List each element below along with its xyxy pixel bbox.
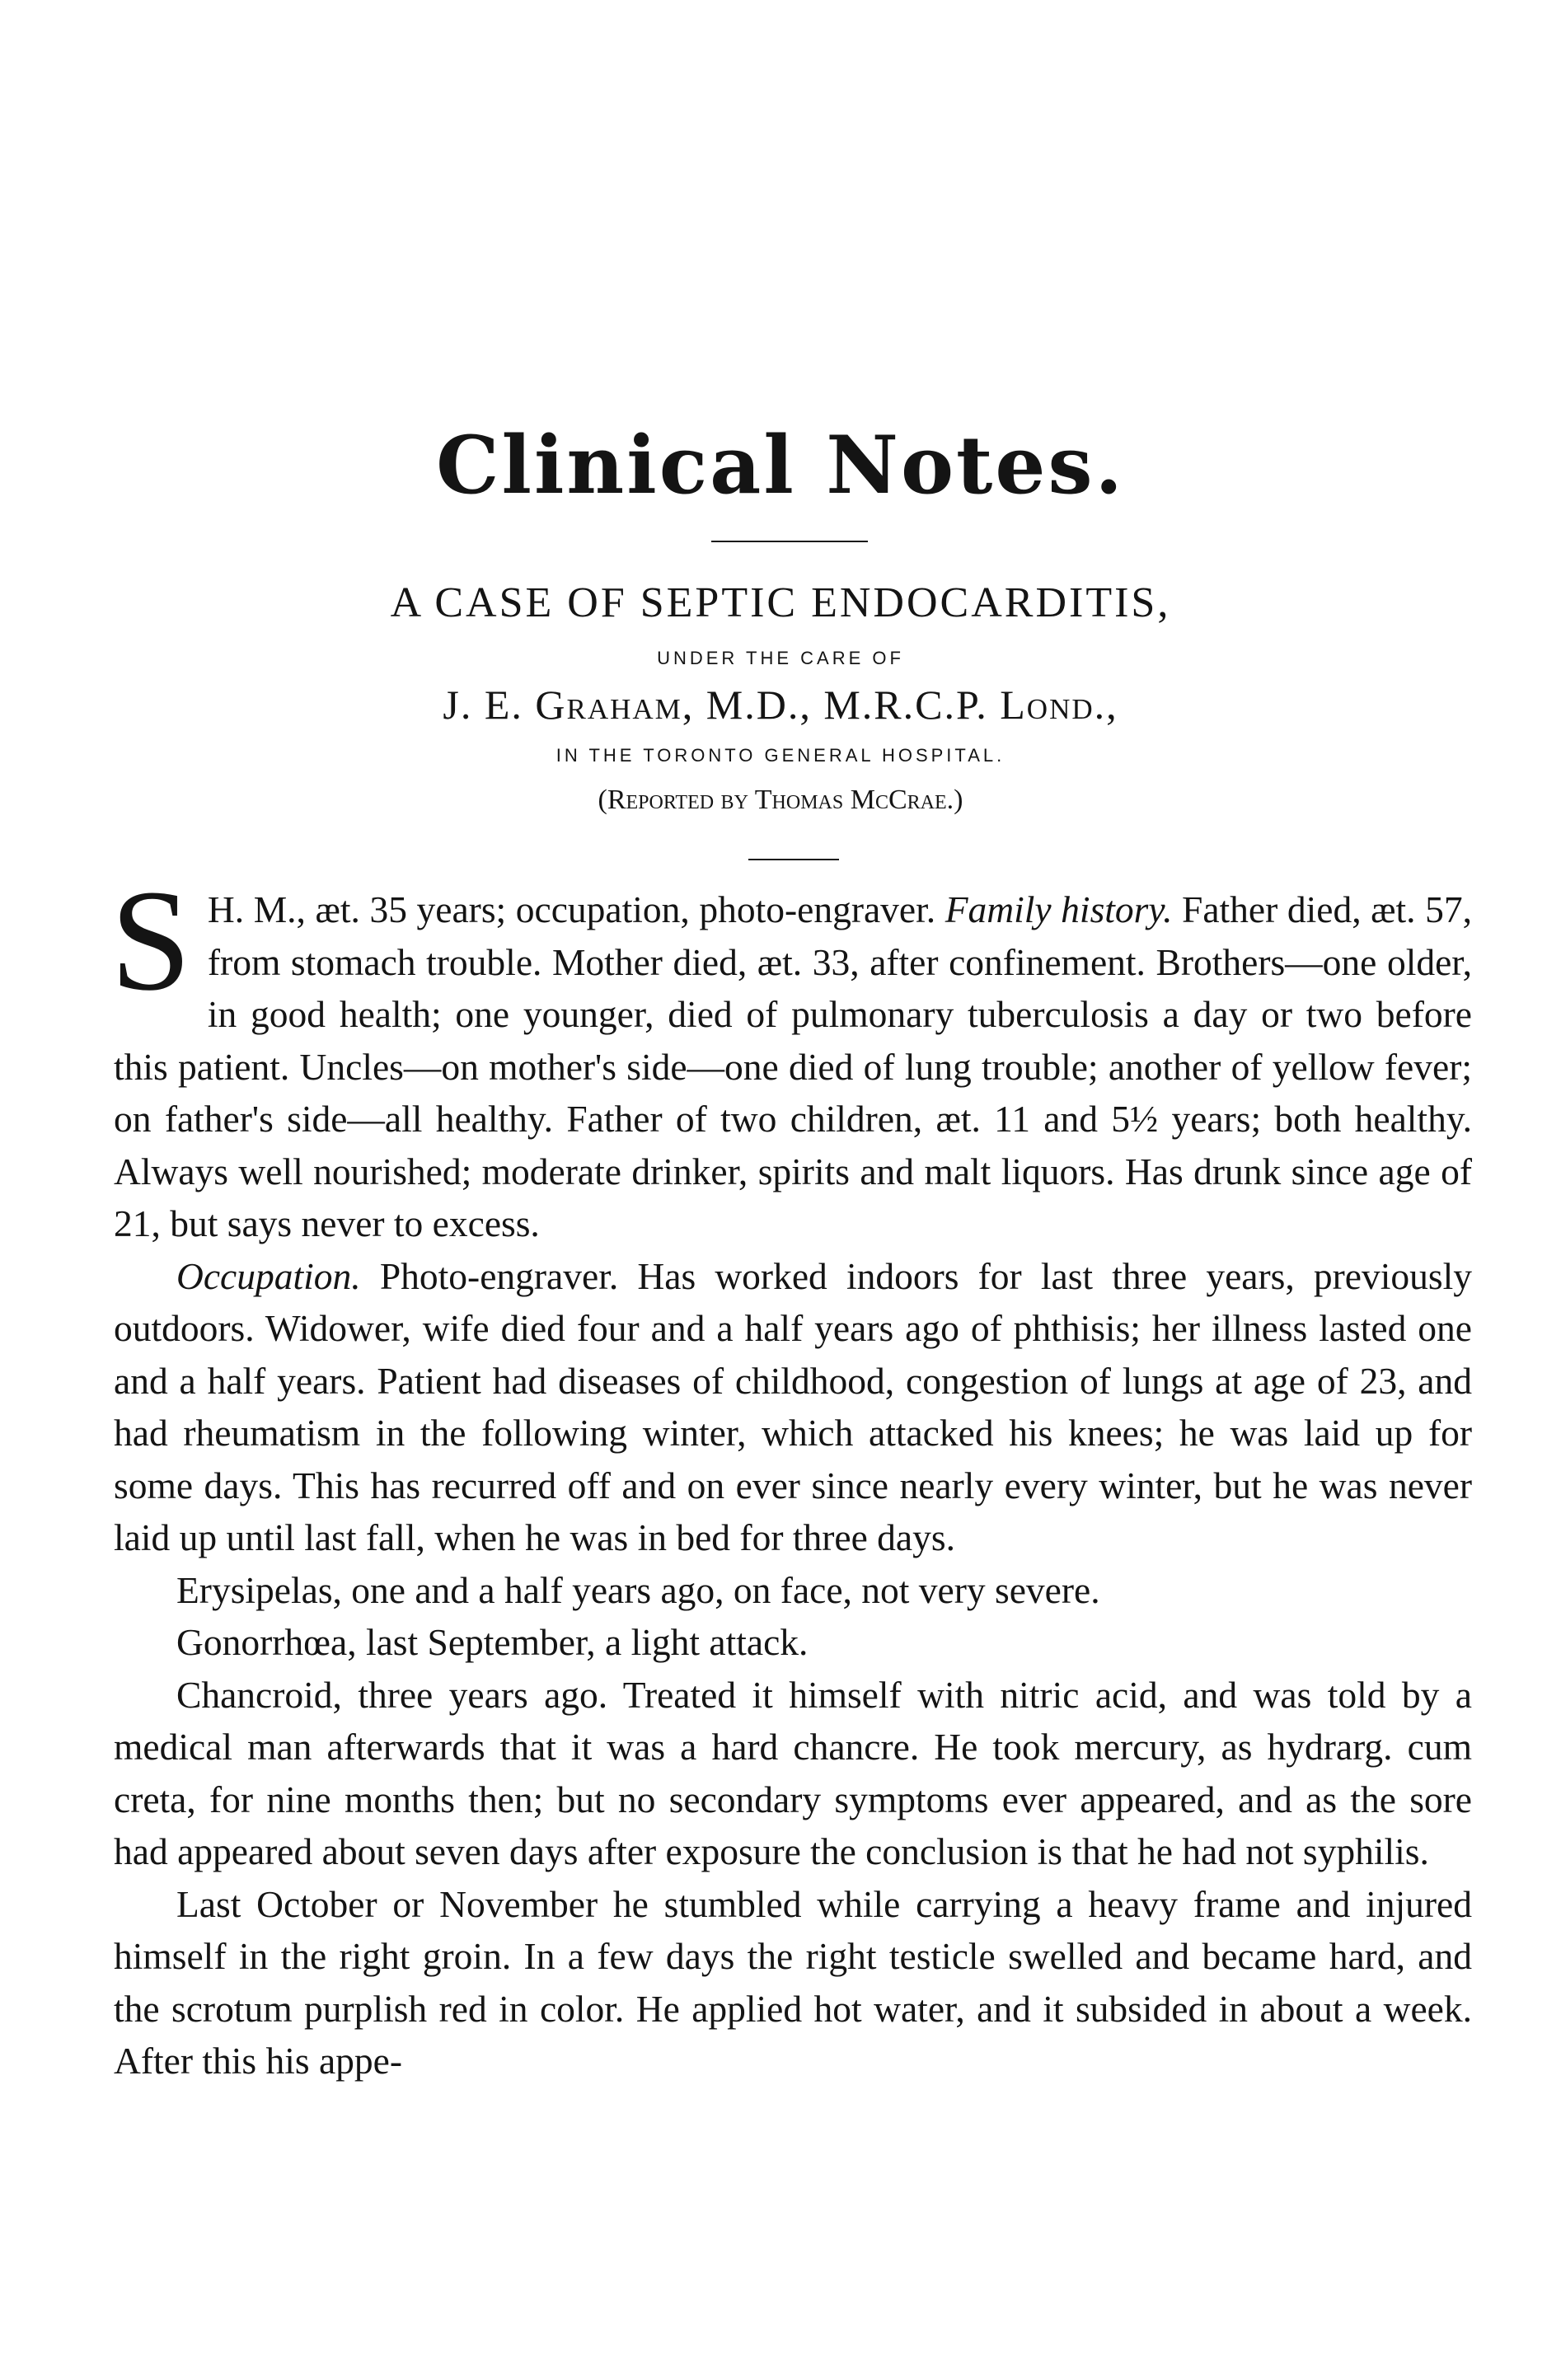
paragraph: Gonorrhœa, last September, a light attack. [176, 1621, 809, 1663]
drop-cap: S [110, 860, 191, 1021]
paragraph-italic-lead: Occupation. [176, 1254, 361, 1297]
case-title: A CASE OF SEPTIC ENDOCARDITIS, [390, 579, 1171, 626]
divider-rule [748, 859, 839, 860]
section-heading: Clinical Notes. [436, 419, 1125, 512]
article-body [110, 860, 1472, 2087]
paragraph-text: H. M., æt. 35 years; occupation, photo-engraver. [207, 888, 945, 930]
paragraph: Last October or November he stumbled while carrying a heavy frame and injured himself in the right groin. In a few days the right testicle swelled and became hard, and the scrotum purplish red in color. He applied hot water, and it subsided in about a week. After this his appe- [114, 1882, 1472, 2082]
paragraph [110, 860, 1472, 1250]
paragraph-text: Photo-engraver. Has worked indoors for last three years, previously outdoors. Widower, wife died four and a half years ago of phthisis; her illness lasted one and a half years. Patient had diseases of childhood, congestion of lungs at age of 23, and had rheumatism in the following winter, which attacked his knees; he was laid up for some days. This has recurred off and on ever since nearly every winter, but he was never laid up until last fall, when he was in bed for three days. [114, 1254, 1472, 1558]
hospital-line: IN THE TORONTO GENERAL HOSPITAL. [555, 745, 1006, 766]
paragraph: Chancroid, three years ago. Treated it himself with nitric acid, and was told by a medical man afterwards that it was a hard chancre. He took mercury, as hydrarg. cum creta, for nine months then; but no secondary symptoms ever appeared, and as the sore had appeared about seven days after exposure the conclusion is that he had not syphilis. [114, 1673, 1472, 1872]
paragraph [114, 1250, 1472, 1564]
reporter-line: (Reported by Thomas McCrae.) [598, 785, 963, 815]
under-care-line: UNDER THE CARE OF [657, 648, 904, 668]
paragraph-text: Father died, æt. 57, from stomach trouble. Mother died, æt. 33, after confinement. Brothers—one older, in good health; one younger, died of pulmonary tuberculosis a day or two before this patient. Uncles—on mother's side—one died of lung trouble; another of yellow fever; on father's side—all healthy. Father of two children, æt. 11 and 5½ years; both healthy. Always well nourished; moderate drinker, spirits and malt liquors. Has drunk since age of 21, but says never to excess. [114, 888, 1472, 1244]
paragraph: Erysipelas, one and a half years ago, on face, not very severe. [176, 1568, 1100, 1611]
divider-rule [711, 541, 868, 542]
paragraph-italic-lead: Family history. [945, 888, 1173, 930]
doctor-name: J. E. Graham, M.D., M.R.C.P. Lond., [443, 682, 1118, 728]
